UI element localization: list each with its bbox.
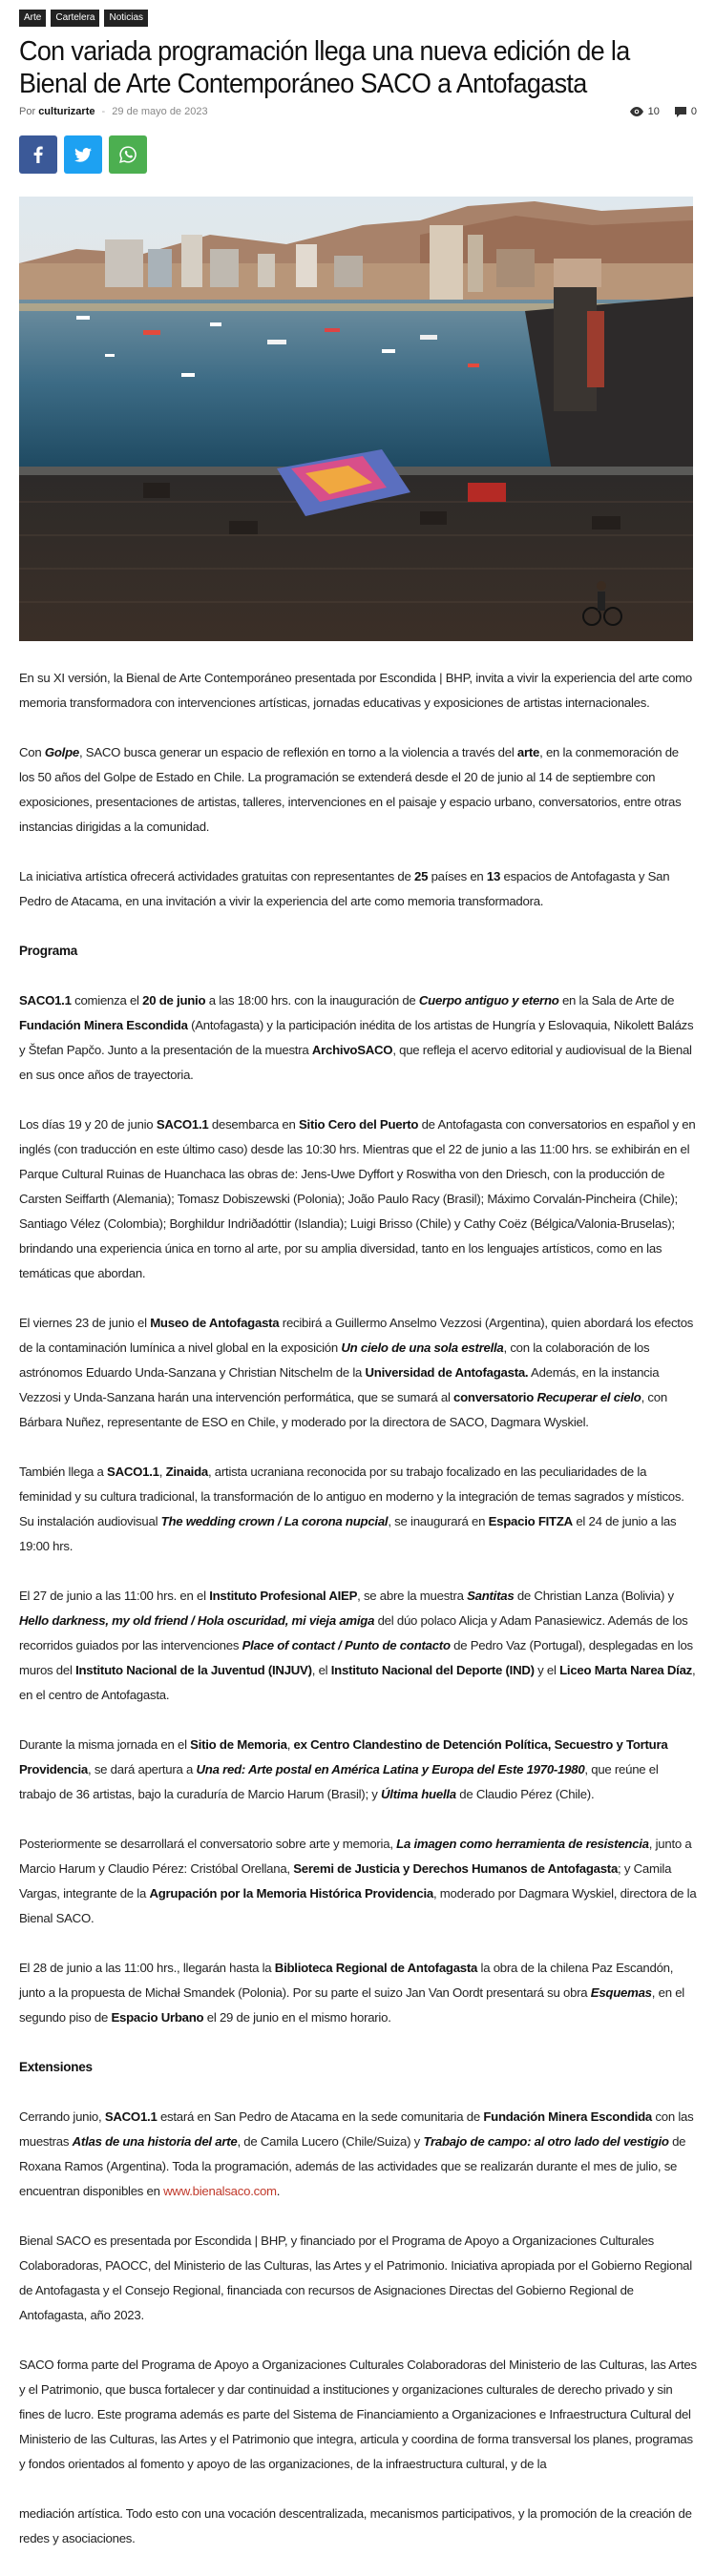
- article-body: [19, 666, 697, 2551]
- paragraph: Posteriormente se desarrollará el conversatorio sobre arte y memoria, La imagen como herramienta de resistencia, junto a Marcio Harum y Claudio Pérez: Cristóbal Orellana, Seremi de Justicia y Derechos Humanos de Antofagasta; y Camila Vargas, integrante de la Agrupación por la Memoria Histórica Providencia, moderado por Dagmara Wyskiel, directora de la Bienal SACO.: [19, 1837, 697, 1925]
- category-tag[interactable]: Arte: [19, 10, 46, 27]
- whatsapp-share-button[interactable]: [109, 135, 147, 174]
- bienalsaco-link[interactable]: www.bienalsaco.com: [163, 2184, 277, 2198]
- publish-date: 29 de mayo de 2023: [112, 106, 208, 117]
- comment-icon: [675, 107, 686, 117]
- paragraph: El 28 de junio a las 11:00 hrs., llegarán hasta la Biblioteca Regional de Antofagasta la obra de la chilena Paz Escandón, junto a la propuesta de Michał Smandek (Polonia). Por su parte el suizo Jan Van Oordt presentará su obra Esquemas, en el segundo piso de Espacio Urbano el 29 de junio en el mismo horario.: [19, 1961, 684, 2025]
- paragraph: SACO forma parte del Programa de Apoyo a Organizaciones Culturales Colaboradoras del Ministerio de las Culturas, las Artes y el Patrimonio, que busca fortalecer y dar continuidad a instituciones y organizaciones culturales de derecho privado y sin fines de lucro. Este programa además es parte del Sistema de Financiamiento a Organizaciones e Infraestructura Cultural del Ministerio de las Culturas, las Artes y el Patrimonio que integra, articula y coordina de forma transversal los planes, programas y fondos orientados al fomento y apoyo de las organizaciones, de la infraestructura cultural, y de la: [19, 2358, 697, 2471]
- paragraph: Con Golpe, SACO busca generar un espacio de reflexión en torno a la violencia a través del arte, en la conmemoración de los 50 años del Golpe de Estado en Chile. La programación se extenderá desde el 20 de junio al 14 de septiembre con exposiciones, presentaciones de artistas, talleres, intervenciones en el paisaje y espacio urbano, conversatorios, entre otras instancias dirigidas a la comunidad.: [19, 745, 682, 834]
- paragraph: En su XI versión, la Bienal de Arte Contemporáneo presentada por Escondida | BHP, invita a vivir la experiencia del arte como memoria transformadora con intervenciones artísticas, jornadas educativas y exposiciones de artistas internacionales.: [19, 671, 692, 710]
- facebook-share-button[interactable]: [19, 135, 57, 174]
- paragraph: Bienal SACO es presentada por Escondida | BHP, y financiado por el Programa de Apoyo a Organizaciones Culturales Colaboradoras, PAOCC, del Ministerio de las Culturas, las Artes y el Patrimonio. Iniciativa apropiada por el Gobierno Regional de Antofagasta y el Consejo Regional, financiada con recursos de Asignaciones Directas del Gobierno Regional de Antofagasta, año 2023.: [19, 2233, 692, 2322]
- author-link[interactable]: culturizarte: [38, 106, 95, 117]
- article-meta: [19, 106, 697, 123]
- paragraph: También llega a SACO1.1, Zinaida, artista ucraniana reconocida por su trabajo focalizado en las peculiaridades de la feminidad y su cultura tradicional, la transformación de lo antiguo en moderno y la integración de temas sagrados y místicos. Su instalación audiovisual The wedding crown / La corona nupcial, se inaugurará en Espacio FITZA el 24 de junio a las 19:00 hrs.: [19, 1465, 684, 1553]
- category-tag[interactable]: Cartelera: [51, 10, 99, 27]
- views-stat: [630, 106, 660, 117]
- article-title: Con variada programación llega una nueva edición de la Bienal de Arte Contemporáneo SACO a Antofagasta: [19, 36, 630, 99]
- paragraph: La iniciativa artística ofrecerá actividades gratuitas con representantes de 25 países en 13 espacios de Antofagasta y San Pedro de Atacama, en una invitación a vivir la experiencia del arte como memoria transformadora.: [19, 869, 670, 908]
- twitter-share-button[interactable]: [64, 135, 102, 174]
- category-tags: [19, 10, 697, 27]
- paragraph: Durante la misma jornada en el Sitio de Memoria, ex Centro Clandestino de Detención Política, Secuestro y Tortura Providencia, se dará apertura a Una red: Arte postal en América Latina y Europa del Este 1970-1980, que reúne el trabajo de 36 artistas, bajo la curaduría de Marcio Harum (Brasil); y Última huella de Claudio Pérez (Chile).: [19, 1737, 668, 1801]
- category-tag[interactable]: Noticias: [104, 10, 148, 27]
- antofagasta-harbor-photo: [19, 197, 693, 641]
- article-container: [19, 10, 697, 2576]
- comments-count: 0: [690, 106, 697, 117]
- paragraph: Cerrando junio, SACO1.1 estará en San Pedro de Atacama en la sede comunitaria de Fundación Minera Escondida con las muestras Atlas de una historia del arte, de Camila Lucero (Chile/Suiza) y Trabajo de campo: al otro lado del vestigio de Roxana Ramos (Argentina). Toda la programación, además de las actividades que se realizarán durante el mes de julio, se encuentran disponibles en www.bienalsaco.com.: [19, 2109, 694, 2198]
- twitter-icon: [74, 148, 92, 162]
- paragraph: SACO1.1 comienza el 20 de junio a las 18:00 hrs. con la inauguración de Cuerpo antiguo y eterno en la Sala de Arte de Fundación Minera Escondida (Antofagasta) y la participación inédita de los artistas de Hungría y Eslovaquia, Nikolett Balázs y Štefan Papčo. Junto a la presentación de la muestra ArchivoSACO, que refleja el acervo editorial y audiovisual de la Bienal en sus once años de trayectoria.: [19, 993, 694, 1082]
- whatsapp-icon: [119, 146, 137, 163]
- section-heading-programa: Programa: [19, 944, 78, 958]
- paragraph: Los días 19 y 20 de junio SACO1.1 desembarca en Sitio Cero del Puerto de Antofagasta con conversatorios en español y en inglés (con traducción en este último caso) desde las 10:30 hrs. Mientras que el 22 de junio a las 11:00 hrs. se exhibirán en el Parque Cultural Ruinas de Huanchaca las obras de: Jens-Uwe Dyffort y Roswitha von den Driesch, con la producción de Carsten Seiffarth (Alemania); Tomasz Dobiszewski (Polonia); João Paulo Racy (Brasil); Máximo Corvalán-Pincheira (Chile); Santiago Vélez (Colombia); Borghildur Indriðadóttir (Islandia); Luigi Brisso (Chile) y Cathy Coëz (Bélgica/Valonia-Bruselas); brindando una experiencia única en torno al arte, por su amplia diversidad, tanto en los lenguajes artísticos, como en las temáticas que abordan.: [19, 1117, 696, 1280]
- meta-separator: -: [101, 106, 106, 117]
- paragraph: El viernes 23 de junio el Museo de Antofagasta recibirá a Guillermo Anselmo Vezzosi (Argentina), quien abordará los efectos de la contaminación lumínica a nivel global en la exposición Un cielo de una sola estrella, con la colaboración de los astrónomos Eduardo Unda-Sanzana y Christian Nitschelm de la Universidad de Antofagasta. Además, en la instancia Vezzosi y Unda-Sanzana harán una intervención performática, que se sumará al conversatorio Recuperar el cielo, con Bárbara Nuñez, representante de ESO en Chile, y moderado por la directora de SACO, Dagmara Wyskiel.: [19, 1316, 694, 1429]
- share-buttons: [19, 135, 697, 174]
- section-heading-extensiones: Extensiones: [19, 2060, 93, 2074]
- featured-image: [19, 197, 693, 641]
- paragraph: mediación artística. Todo esto con una vocación descentralizada, mecanismos participativos, y la promoción de la creación de redes y asociaciones.: [19, 2506, 692, 2545]
- comments-stat[interactable]: [675, 106, 697, 117]
- eye-icon: [630, 107, 643, 116]
- article-stats: [630, 106, 697, 117]
- paragraph: El 27 de junio a las 11:00 hrs. en el Instituto Profesional AIEP, se abre la muestra Santitas de Christian Lanza (Bolivia) y Hello darkness, my old friend / Hola oscuridad, mi vieja amiga del dúo polaco Alicja y Adam Panasiewicz. Además de los recorridos guiados por las intervenciones Place of contact / Punto de contacto de Pedro Vaz (Portugal), desplegadas en los muros del Instituto Nacional de la Juventud (INJUV), el Instituto Nacional del Deporte (IND) y el Liceo Marta Narea Díaz, en el centro de Antofagasta.: [19, 1589, 696, 1702]
- facebook-icon: [33, 146, 43, 163]
- views-count: 10: [647, 106, 660, 117]
- by-label: Por: [19, 106, 36, 117]
